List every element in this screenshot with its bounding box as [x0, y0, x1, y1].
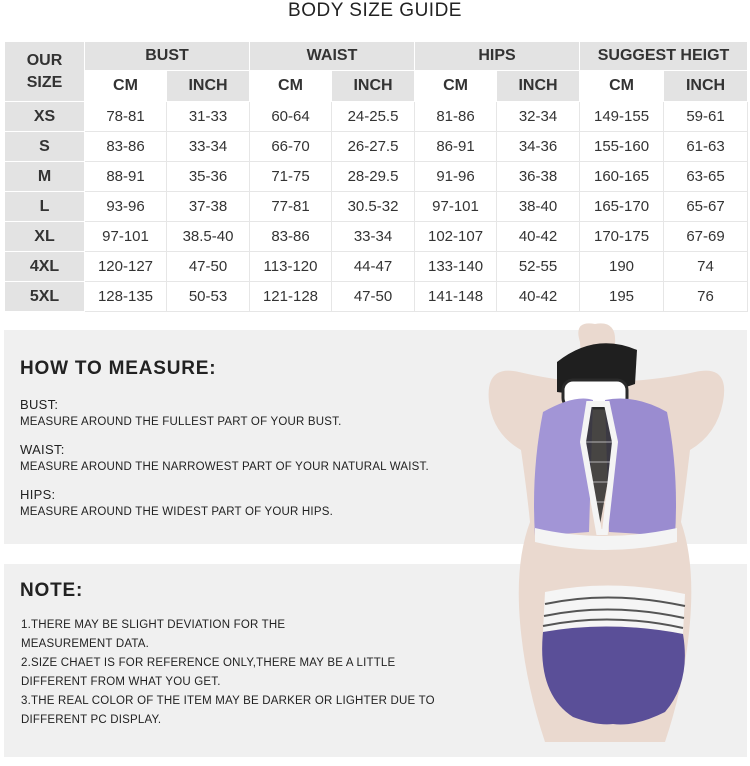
- waist-label: WAIST:: [20, 442, 65, 457]
- table-cell: 44-47: [332, 252, 415, 282]
- table-cell: 28-29.5: [332, 162, 415, 192]
- table-cell: 52-55: [497, 252, 580, 282]
- table-row: [5, 132, 748, 162]
- bust-header: BUST: [85, 42, 250, 71]
- page-title: BODY SIZE GUIDE: [288, 0, 462, 21]
- table-cell: 47-50: [332, 282, 415, 312]
- table-cell: 24-25.5: [332, 102, 415, 132]
- size-label: M: [5, 162, 85, 192]
- table-cell: 67-69: [664, 222, 748, 252]
- table-cell: 81-86: [415, 102, 497, 132]
- how-to-measure-heading: HOW TO MEASURE:: [20, 358, 217, 379]
- table-cell: 47-50: [167, 252, 250, 282]
- hips-description: MEASURE AROUND THE WIDEST PART OF YOUR HIPS.: [20, 506, 333, 518]
- note-line: 1.THERE MAY BE SLIGHT DEVIATION FOR THE: [21, 619, 286, 631]
- table-cell: 40-42: [497, 282, 580, 312]
- table-cell: 71-75: [250, 162, 332, 192]
- size-label: L: [5, 192, 85, 222]
- table-cell: 97-101: [415, 192, 497, 222]
- note-line: MEASUREMENT DATA.: [21, 638, 149, 650]
- inch-unit-header: INCH: [167, 71, 250, 102]
- table-cell: 74: [664, 252, 748, 282]
- table-cell: 66-70: [250, 132, 332, 162]
- table-cell: 37-38: [167, 192, 250, 222]
- table-cell: 61-63: [664, 132, 748, 162]
- table-cell: 160-165: [580, 162, 664, 192]
- table-cell: 31-33: [167, 102, 250, 132]
- table-cell: 149-155: [580, 102, 664, 132]
- table-cell: 121-128: [250, 282, 332, 312]
- table-cell: 35-36: [167, 162, 250, 192]
- table-row: [5, 162, 748, 192]
- table-row: [5, 102, 748, 132]
- table-cell: 86-91: [415, 132, 497, 162]
- table-cell: 83-86: [250, 222, 332, 252]
- waist-header: WAIST: [250, 42, 415, 71]
- inch-unit-header: INCH: [332, 71, 415, 102]
- table-cell: 78-81: [85, 102, 167, 132]
- table-cell: 102-107: [415, 222, 497, 252]
- note-heading: NOTE:: [20, 580, 84, 601]
- table-cell: 33-34: [167, 132, 250, 162]
- table-cell: 190: [580, 252, 664, 282]
- mannequin-swimsuit-illustration: [485, 322, 735, 761]
- waist-description: MEASURE AROUND THE NARROWEST PART OF YOUR NATURAL WAIST.: [20, 461, 429, 473]
- table-row: [5, 282, 748, 312]
- size-label: S: [5, 132, 85, 162]
- height-header: SUGGEST HEIGT: [580, 42, 748, 71]
- hips-label: HIPS:: [20, 487, 56, 502]
- size-label: XL: [5, 222, 85, 252]
- size-label: XS: [5, 102, 85, 132]
- table-cell: 165-170: [580, 192, 664, 222]
- size-label: 5XL: [5, 282, 85, 312]
- table-cell: 36-38: [497, 162, 580, 192]
- our-size-line1: OUR: [26, 51, 63, 69]
- table-cell: 120-127: [85, 252, 167, 282]
- table-cell: 76: [664, 282, 748, 312]
- table-cell: 50-53: [167, 282, 250, 312]
- table-cell: 60-64: [250, 102, 332, 132]
- inch-unit-header: INCH: [497, 71, 580, 102]
- table-cell: 155-160: [580, 132, 664, 162]
- table-cell: 133-140: [415, 252, 497, 282]
- table-cell: 97-101: [85, 222, 167, 252]
- table-cell: 195: [580, 282, 664, 312]
- table-cell: 26-27.5: [332, 132, 415, 162]
- our-size-header: [5, 42, 85, 102]
- cm-unit-header: CM: [250, 71, 332, 102]
- table-cell: 30.5-32: [332, 192, 415, 222]
- table-cell: 32-34: [497, 102, 580, 132]
- cm-unit-header: CM: [85, 71, 167, 102]
- table-cell: 38.5-40: [167, 222, 250, 252]
- table-cell: 59-61: [664, 102, 748, 132]
- table-cell: 93-96: [85, 192, 167, 222]
- our-size-line2: SIZE: [26, 73, 63, 91]
- note-text: [21, 616, 451, 730]
- note-line: DIFFERENT PC DISPLAY.: [21, 714, 162, 726]
- cm-unit-header: CM: [580, 71, 664, 102]
- size-table: [4, 41, 748, 312]
- table-cell: 33-34: [332, 222, 415, 252]
- bust-label: BUST:: [20, 397, 59, 412]
- table-cell: 113-120: [250, 252, 332, 282]
- note-line: DIFFERENT FROM WHAT YOU GET.: [21, 676, 221, 688]
- product-image: [485, 322, 735, 761]
- table-cell: 88-91: [85, 162, 167, 192]
- note-line: 2.SIZE CHAET IS FOR REFERENCE ONLY,THERE MAY BE A LITTLE: [21, 657, 396, 669]
- table-cell: 34-36: [497, 132, 580, 162]
- table-cell: 128-135: [85, 282, 167, 312]
- hips-header: HIPS: [415, 42, 580, 71]
- bust-description: MEASURE AROUND THE FULLEST PART OF YOUR BUST.: [20, 416, 342, 428]
- size-label: 4XL: [5, 252, 85, 282]
- table-cell: 38-40: [497, 192, 580, 222]
- table-row: [5, 252, 748, 282]
- cm-unit-header: CM: [415, 71, 497, 102]
- table-cell: 83-86: [85, 132, 167, 162]
- note-line: 3.THE REAL COLOR OF THE ITEM MAY BE DARKER OR LIGHTER DUE TO: [21, 695, 435, 707]
- table-cell: 91-96: [415, 162, 497, 192]
- table-cell: 63-65: [664, 162, 748, 192]
- table-cell: 40-42: [497, 222, 580, 252]
- table-row: [5, 192, 748, 222]
- table-row: [5, 222, 748, 252]
- inch-unit-header: INCH: [664, 71, 748, 102]
- table-cell: 65-67: [664, 192, 748, 222]
- table-cell: 77-81: [250, 192, 332, 222]
- table-cell: 170-175: [580, 222, 664, 252]
- table-cell: 141-148: [415, 282, 497, 312]
